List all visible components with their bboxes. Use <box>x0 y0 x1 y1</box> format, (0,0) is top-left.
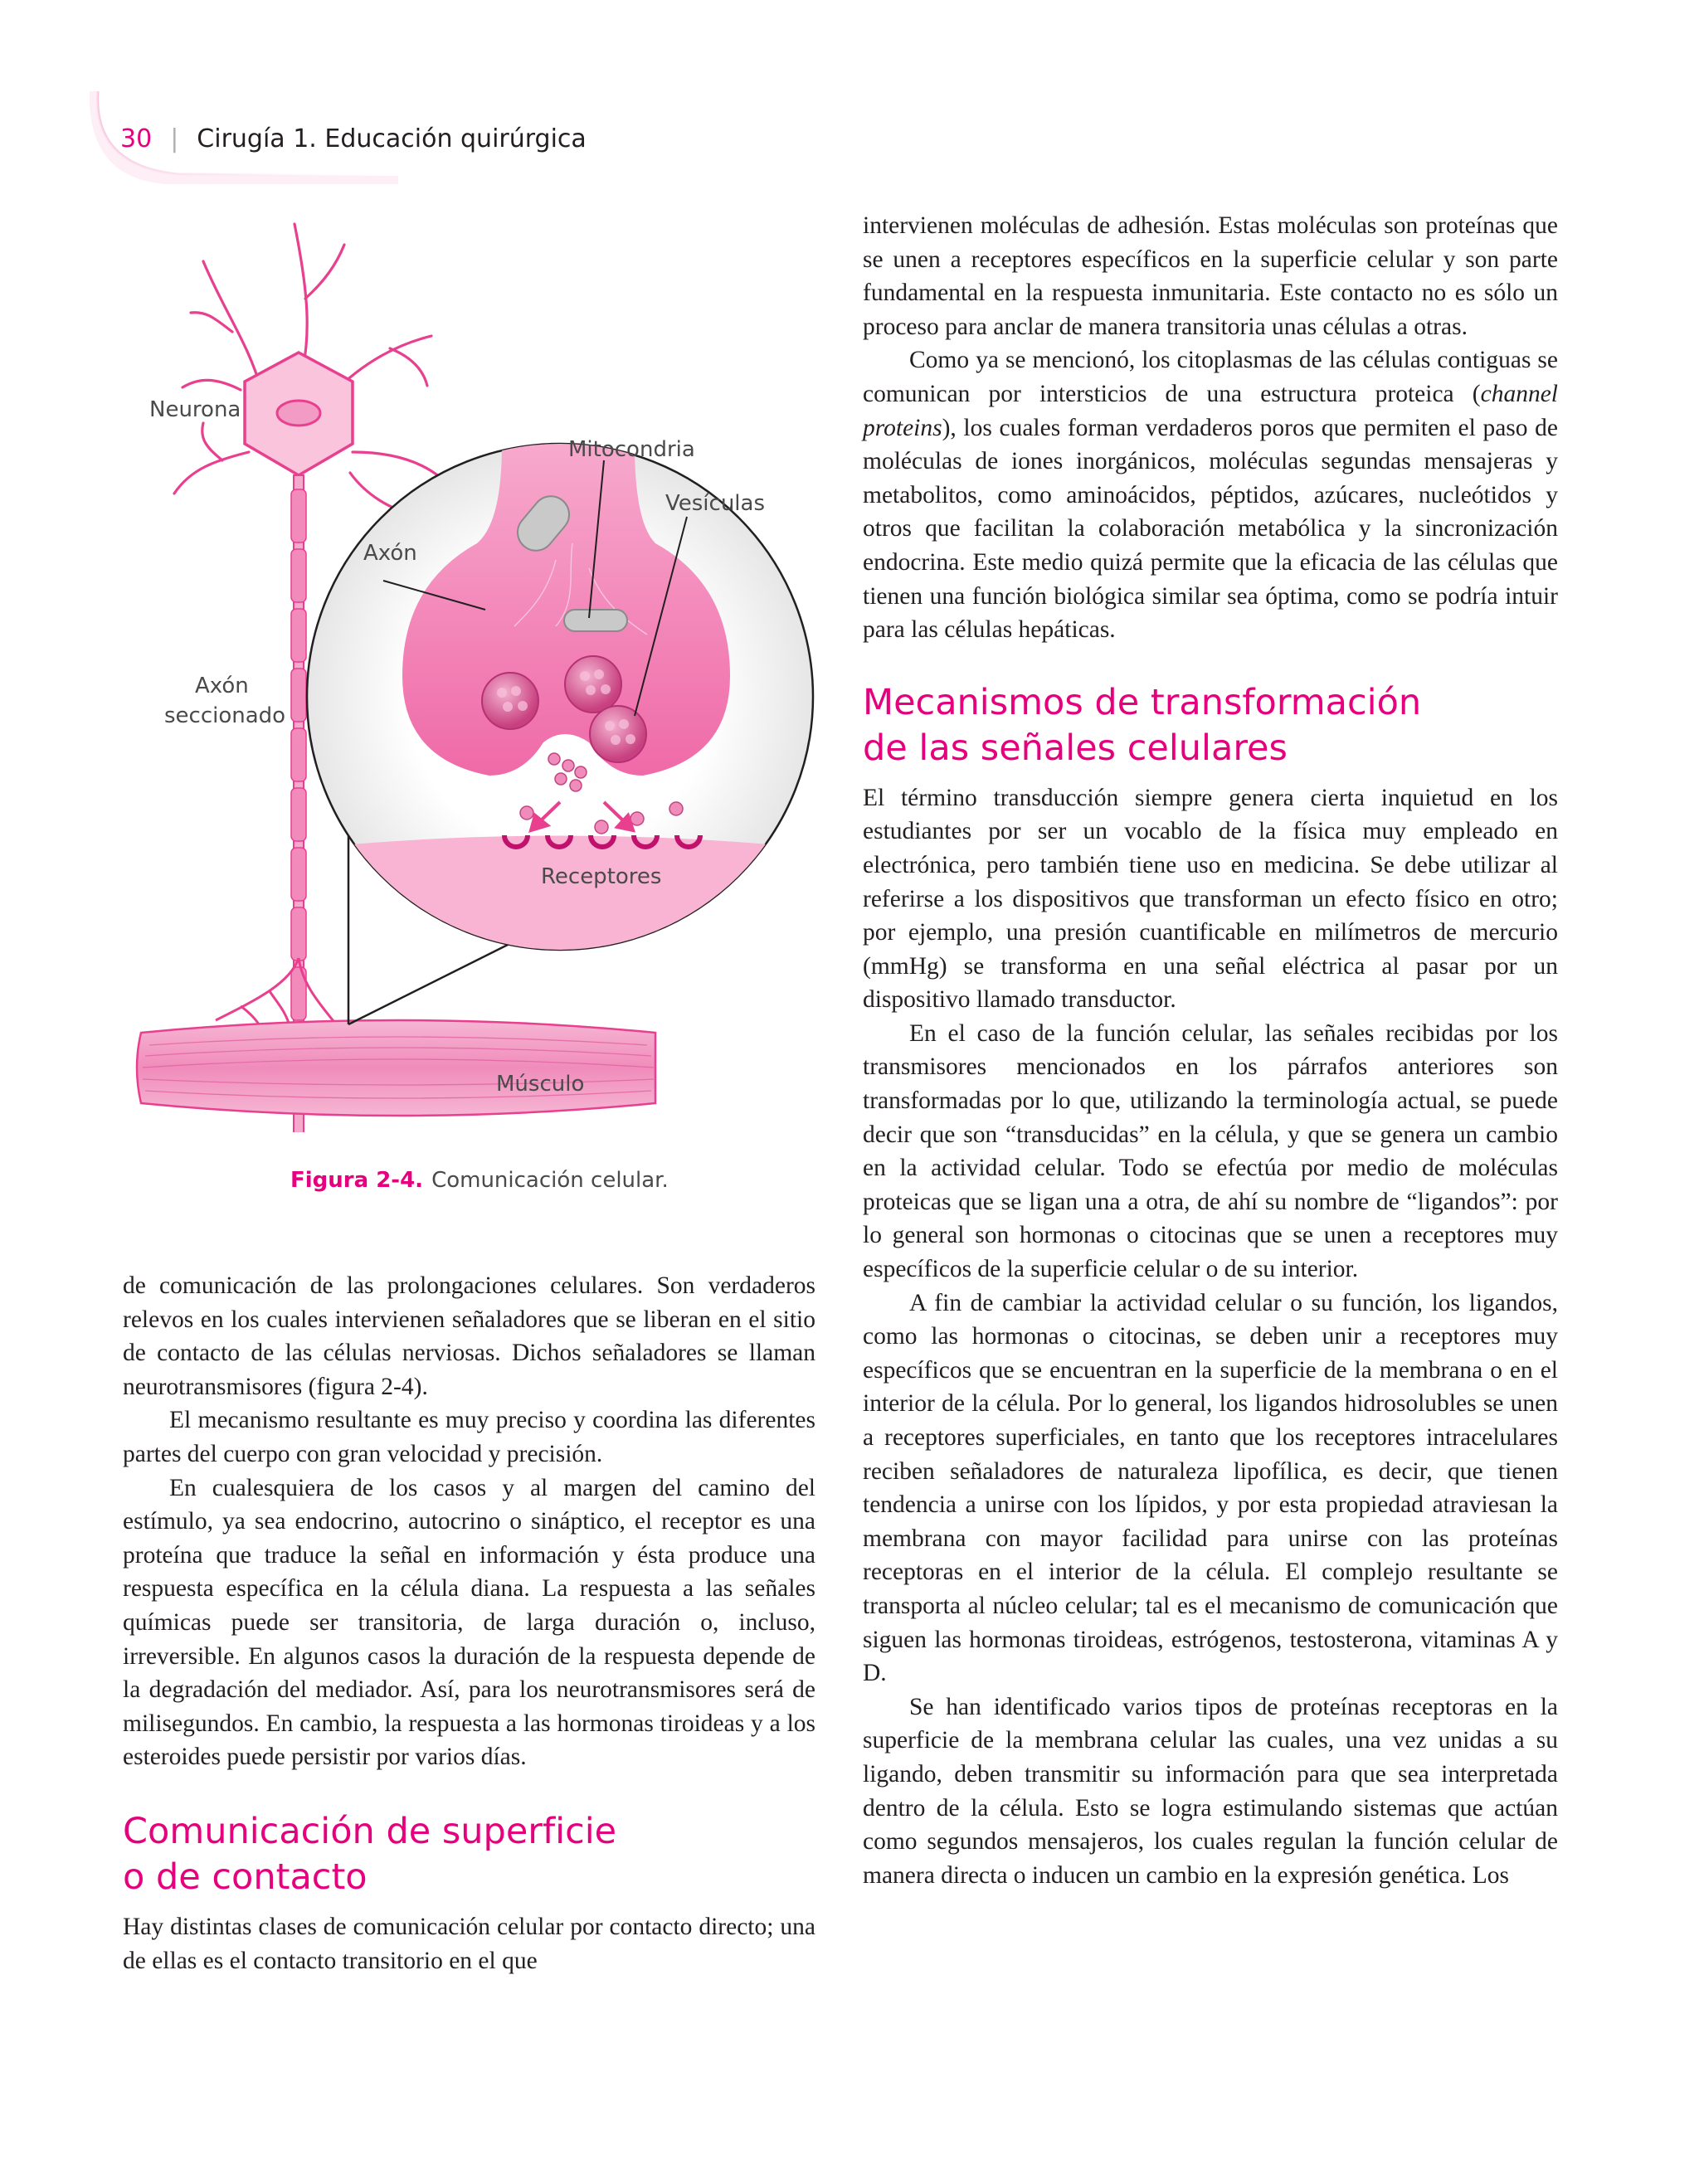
left-paragraph-4: Hay distintas clases de comunicación celular por contacto directo; una de ellas es el contacto transitorio en el que <box>123 1913 815 1974</box>
left-paragraph-3: En cualesquiera de los casos y al margen del camino del estímulo, ya sea endocrino, autocrino o sináptico, el receptor es una proteína que traduce la señal en información y ésta produce una respuesta específica en la célula diana. La respuesta a las señales químicas puede ser transitoria, de larga duración o, incluso, irreversible. En algunos casos la duración de la respuesta depende de la degradación del mediador. Así, para los neurotransmisores será de milisegundos. En cambio, la respuesta a las hormonas tiroideas y a los esteroides puede persistir por varios días. <box>123 1474 815 1771</box>
label-mitocondria: Mitocondria <box>568 437 695 462</box>
right-paragraph-1: intervienen moléculas de adhesión. Estas moléculas son proteínas que se unen a receptores específicos en la superficie celular y son parte fundamental en la respuesta inmunitaria. Este contacto no es sólo un proceso para anclar de manera transitoria unas células a otras. <box>863 212 1558 340</box>
section-heading-contact-line-2: o de contacto <box>123 1856 368 1898</box>
label-axon: Axón <box>363 541 417 566</box>
right-paragraph-5: A fin de cambiar la actividad celular o su función, los ligandos, como las hormonas o citocinas, se deben unir a receptores muy específicos que se encuentran en la superficie de la membrana o en el interior de la célula. Por lo general, los ligandos hidrosolubles se unen a receptores superficiales, en tanto que los receptores intracelulares reciben señaladores de naturaleza lipofílica, es decir, que tienen tendencia a unirse con los lípidos, y por esta propiedad atraviesan la membrana con mayor facilidad para unirse con las proteínas receptoras en el interior de la célula. El complejo resultante se transporta al núcleo celular; tal es el mecanismo de comunicación que siguen las hormonas tiroideas, estrógenos, testosterona, vitaminas A y D. <box>863 1289 1558 1687</box>
right-paragraph-2 <box>863 343 1558 646</box>
neuron-nucleus <box>277 401 320 426</box>
left-paragraph-1: de comunicación de las prolongaciones celulares. Son verdaderos relevos en los cuales intervienen señaladores que se liberan en el sitio de contacto de las células nerviosas. Dichos señaladores se llaman neurotransmisores (figura 2-4). <box>123 1272 815 1400</box>
label-musculo: Músculo <box>496 1072 585 1097</box>
label-receptores: Receptores <box>541 864 662 889</box>
right-paragraph-2-start: Como ya se mencionó, los citoplasmas de las células contiguas se comunican por intersticios de una estructura proteica ( <box>863 347 1558 407</box>
figure-cell-communication <box>124 212 854 1132</box>
right-paragraph-4: En el caso de la función celular, las señales recibidas por los transmisores mencionados en los párrafos anteriores son transformadas por lo que, utilizando la terminología actual, se puede decir que son “transducidas” en la célula, y que se genera un cambio en la actividad celular. Todo se efectúa por medio de moléculas proteicas que se ligan una a otra, de ahí su nombre de “ligandos”: por lo general son hormonas o citocinas que se unen a receptores muy específicos de la superficie celular o de su interior. <box>863 1019 1558 1283</box>
header-separator: | <box>170 124 179 153</box>
mitochondrion-2 <box>564 610 627 631</box>
label-neurona: Neurona <box>149 397 241 422</box>
header-decoration <box>0 0 431 191</box>
muscle <box>137 1020 655 1116</box>
section-heading-transformation-line-1: Mecanismos de transformación <box>863 681 1422 723</box>
section-heading-transformation-line-2: de las señales celulares <box>863 727 1288 769</box>
right-column <box>863 209 1558 1892</box>
running-head <box>120 124 587 153</box>
left-paragraph-2: El mecanismo resultante es muy preciso y coordina las diferentes partes del cuerpo con gran velocidad y precisión. <box>123 1407 815 1467</box>
left-column <box>123 1269 815 1977</box>
channel-proteins-term: channel proteins <box>863 380 1558 441</box>
right-paragraph-2-end: ), los cuales forman verdaderos poros que permiten el paso de moléculas de iones inorgánicos, moléculas segundas mensajeras y metabolitos, como aminoácidos, péptidos, azúcares, nucleótidos y otros que facilitan la colaboración metabólica y la sincronización endocrina. Este medio quizá permite que la eficacia de las células que tienen una función biológica similar sea óptima, como se podría intuir para las células hepáticas. <box>863 414 1558 644</box>
page-number: 30 <box>120 124 153 153</box>
chapter-title: Cirugía 1. Educación quirúrgica <box>197 124 587 153</box>
label-axon-seccionado-2: seccionado <box>164 703 286 728</box>
section-heading-transformation <box>863 680 1558 771</box>
label-axon-seccionado-1: Axón <box>195 674 249 698</box>
right-paragraph-6: Se han identificado varios tipos de proteínas receptoras en la superficie de la membrana celular las cuales, una vez unidas a su ligando, deben transmitir su información para que sea interpretada dentro de la célula. Esto se logra estimulando sistemas que actúan como segundos mensajeros, los cuales regulan la función celular de manera directa o inducen un cambio en la expresión genética. Los <box>863 1693 1558 1889</box>
caption-text: Comunicación celular. <box>431 1168 669 1193</box>
section-heading-contact-line-1: Comunicación de superficie <box>123 1810 617 1852</box>
section-heading-contact <box>123 1809 815 1900</box>
right-paragraph-3: El término transducción siempre genera cierta inquietud en los estudiantes por ser un vocablo de la física muy empleado en electrónica, pero también tiene uso en medicina. Se debe utilizar al referirse a los dispositivos que transforman un efecto físico en otro; por ejemplo, una presión cuantificable en milímetros de mercurio (mmHg) se transforma en una señal eléctrica al pasar por un dispositivo llamado transductor. <box>863 784 1558 1014</box>
caption-number: Figura 2-4. <box>290 1168 424 1193</box>
label-vesiculas: Vesículas <box>665 491 766 516</box>
axon-terminals <box>216 958 336 1029</box>
